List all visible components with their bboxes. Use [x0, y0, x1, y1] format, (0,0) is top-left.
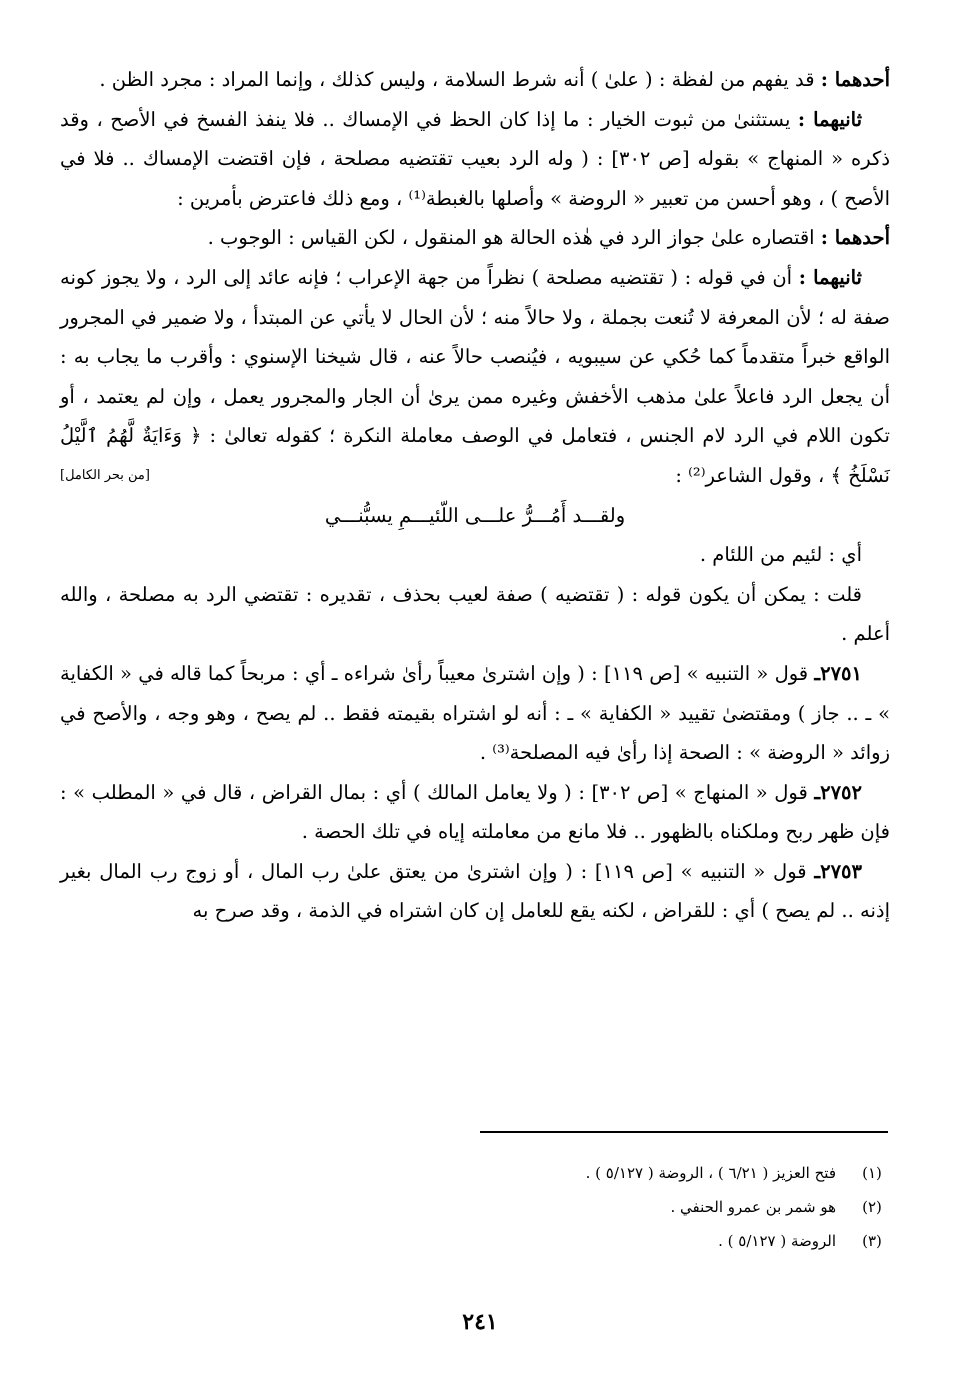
verse-line: ولقـــد أَمُـــرُّ علـــى اللّئيـــمِ يسبُّنـــي	[324, 503, 626, 527]
paragraph-lead: ٢٧٥٣ـ	[814, 859, 862, 883]
paragraph-lead: ٢٧٥٢ـ	[814, 780, 862, 804]
paragraph-body: قول « التنبيه » [ص ١١٩] : ( وإن اشترىٰ معيباً رأىٰ شراءه ـ أي : مربحاً كما قاله في « الكفاية » ـ .. جاز ) ومقتضىٰ تقييد « الكفاية » ـ : أنه لو اشتراه بقيمته فقط .. لم يصح ، وهو وجه ، والأصح في زوائد « الروضة » : الصحة إذا رأىٰ فيه المصلحة⁽³⁾ .	[60, 661, 890, 765]
paragraph-body: قد يفهم من لفظة : ( علىٰ ) أنه شرط السلامة ، وليس كذلك ، وإنما المراد : مجرد الظن .	[99, 68, 821, 91]
footnote-item	[200, 1224, 890, 1258]
paragraph-4	[60, 258, 890, 496]
footnote-item	[200, 1190, 890, 1224]
paragraph-3	[60, 218, 890, 258]
footnote-divider	[480, 1131, 888, 1133]
paragraph-1	[60, 60, 890, 100]
paragraph-body: أي : لئيم من اللئام .	[699, 543, 862, 567]
footnote-text: هو شمر بن عمرو الحنفي .	[670, 1198, 836, 1216]
footnotes	[200, 1156, 890, 1258]
paragraph-body: قول « المنهاج » [ص ٣٠٢] : ( ولا يعامل المالك ) أي : بمال القراض ، قال في « المطلب » : فإن ظهر ربح وملكناه بالظهور .. فلا مانع من معاملته إياه في تلك الحصة .	[60, 780, 890, 844]
paragraph-body: قول « التنبيه » [ص ١١٩] : ( وإن اشترىٰ من يعتق علىٰ رب المال ، أو زوج رب المال بغير إذنه .. لم يصح ) أي : للقراض ، لكنه يقع للعامل إن كان اشتراه في الذمة ، وقد صرح به	[60, 859, 890, 923]
paragraph-body: قلت : يمكن أن يكون قوله : ( تقتضيه ) صفة لعيب بحذف ، تقديره : تقتضي الرد به مصلحة ، والله أعلم .	[60, 582, 890, 646]
paragraph-5	[60, 535, 890, 575]
footnote-number: (٢)	[862, 1198, 882, 1216]
paragraph-body: يستثنىٰ من ثبوت الخيار : ما إذا كان الحظ في الإمساك .. فلا ينفذ الفسخ في الأصح ، وقد ذكره « المنهاج » بقوله [ص ٣٠٢] : ( وله الرد بعيب تقتضيه مصلحة ، فإن اقتضت الإمساك .. فلا في الأصح ) ، وهو أحسن من تعبير « الروضة » وأصلها بالغبطة⁽¹⁾ ، ومع ذلك فاعترض بأمرين :	[60, 107, 890, 210]
paragraph-lead: أحدهما :	[820, 226, 890, 250]
paragraph-body: أن في قوله : ( تقتضيه مصلحة ) نظراً من جهة الإعراب ؛ فإنه عائد إلى الرد ، ولا يجوز كونه صفة له ؛ لأن المعرفة لا تُنعت بجملة ، ولا حالاً منه ؛ لأن الحال لا يأتي عن المبتدأ ، ولا ضمير في المجرور الواقع خبراً متقدماً كما حُكي عن سيبويه ، فيُنصب حالاً عنه ، قال شيخنا الإسنوي : وأقرب ما يجاب به : أن يجعل الرد فاعلاً علىٰ مذهب الأخفش وغيره ممن يرىٰ أن الجار والمجرور يعمل ، وإن لم يعتمد ، أو تكون اللام في الرد لام الجنس ، فتعامل في الوصف معاملة النكرة ؛ كقوله تعالىٰ : ﴿ وَءَايَةٌ لَّهُمُ ٱلَّيْلُ نَسْلَخُ ﴾ ، وقول الشاعر⁽²⁾ :	[60, 265, 890, 487]
paragraph-body: اقتصاره علىٰ جواز الرد في هٰذه الحالة هو المنقول ، لكن القياس : الوجوب .	[207, 226, 821, 250]
paragraph-2	[60, 100, 890, 219]
paragraph-lead: ثانيهما :	[797, 107, 863, 131]
paragraph-6	[60, 575, 890, 654]
paragraph-7	[60, 654, 890, 773]
footnote-number: (٣)	[862, 1232, 882, 1250]
footnote-text: الروضة ( ٥/١٢٧ ) .	[718, 1232, 836, 1250]
footnote-number: (١)	[862, 1164, 882, 1182]
main-text	[60, 60, 890, 931]
verse-meter: [من بحر الكامل]	[60, 467, 150, 483]
footnote-text: فتح العزيز ( ٦/٢١ ) ، الروضة ( ٥/١٢٧ ) .	[585, 1164, 836, 1182]
paragraph-lead: أحدهما :	[820, 68, 890, 91]
paragraph-8	[60, 773, 890, 852]
footnote-item	[200, 1156, 890, 1190]
page-number: ٢٤١	[462, 1309, 498, 1335]
paragraph-lead: ثانيهما :	[798, 265, 862, 289]
paragraph-9	[60, 852, 890, 931]
paragraph-lead: ٢٧٥١ـ	[814, 661, 862, 685]
